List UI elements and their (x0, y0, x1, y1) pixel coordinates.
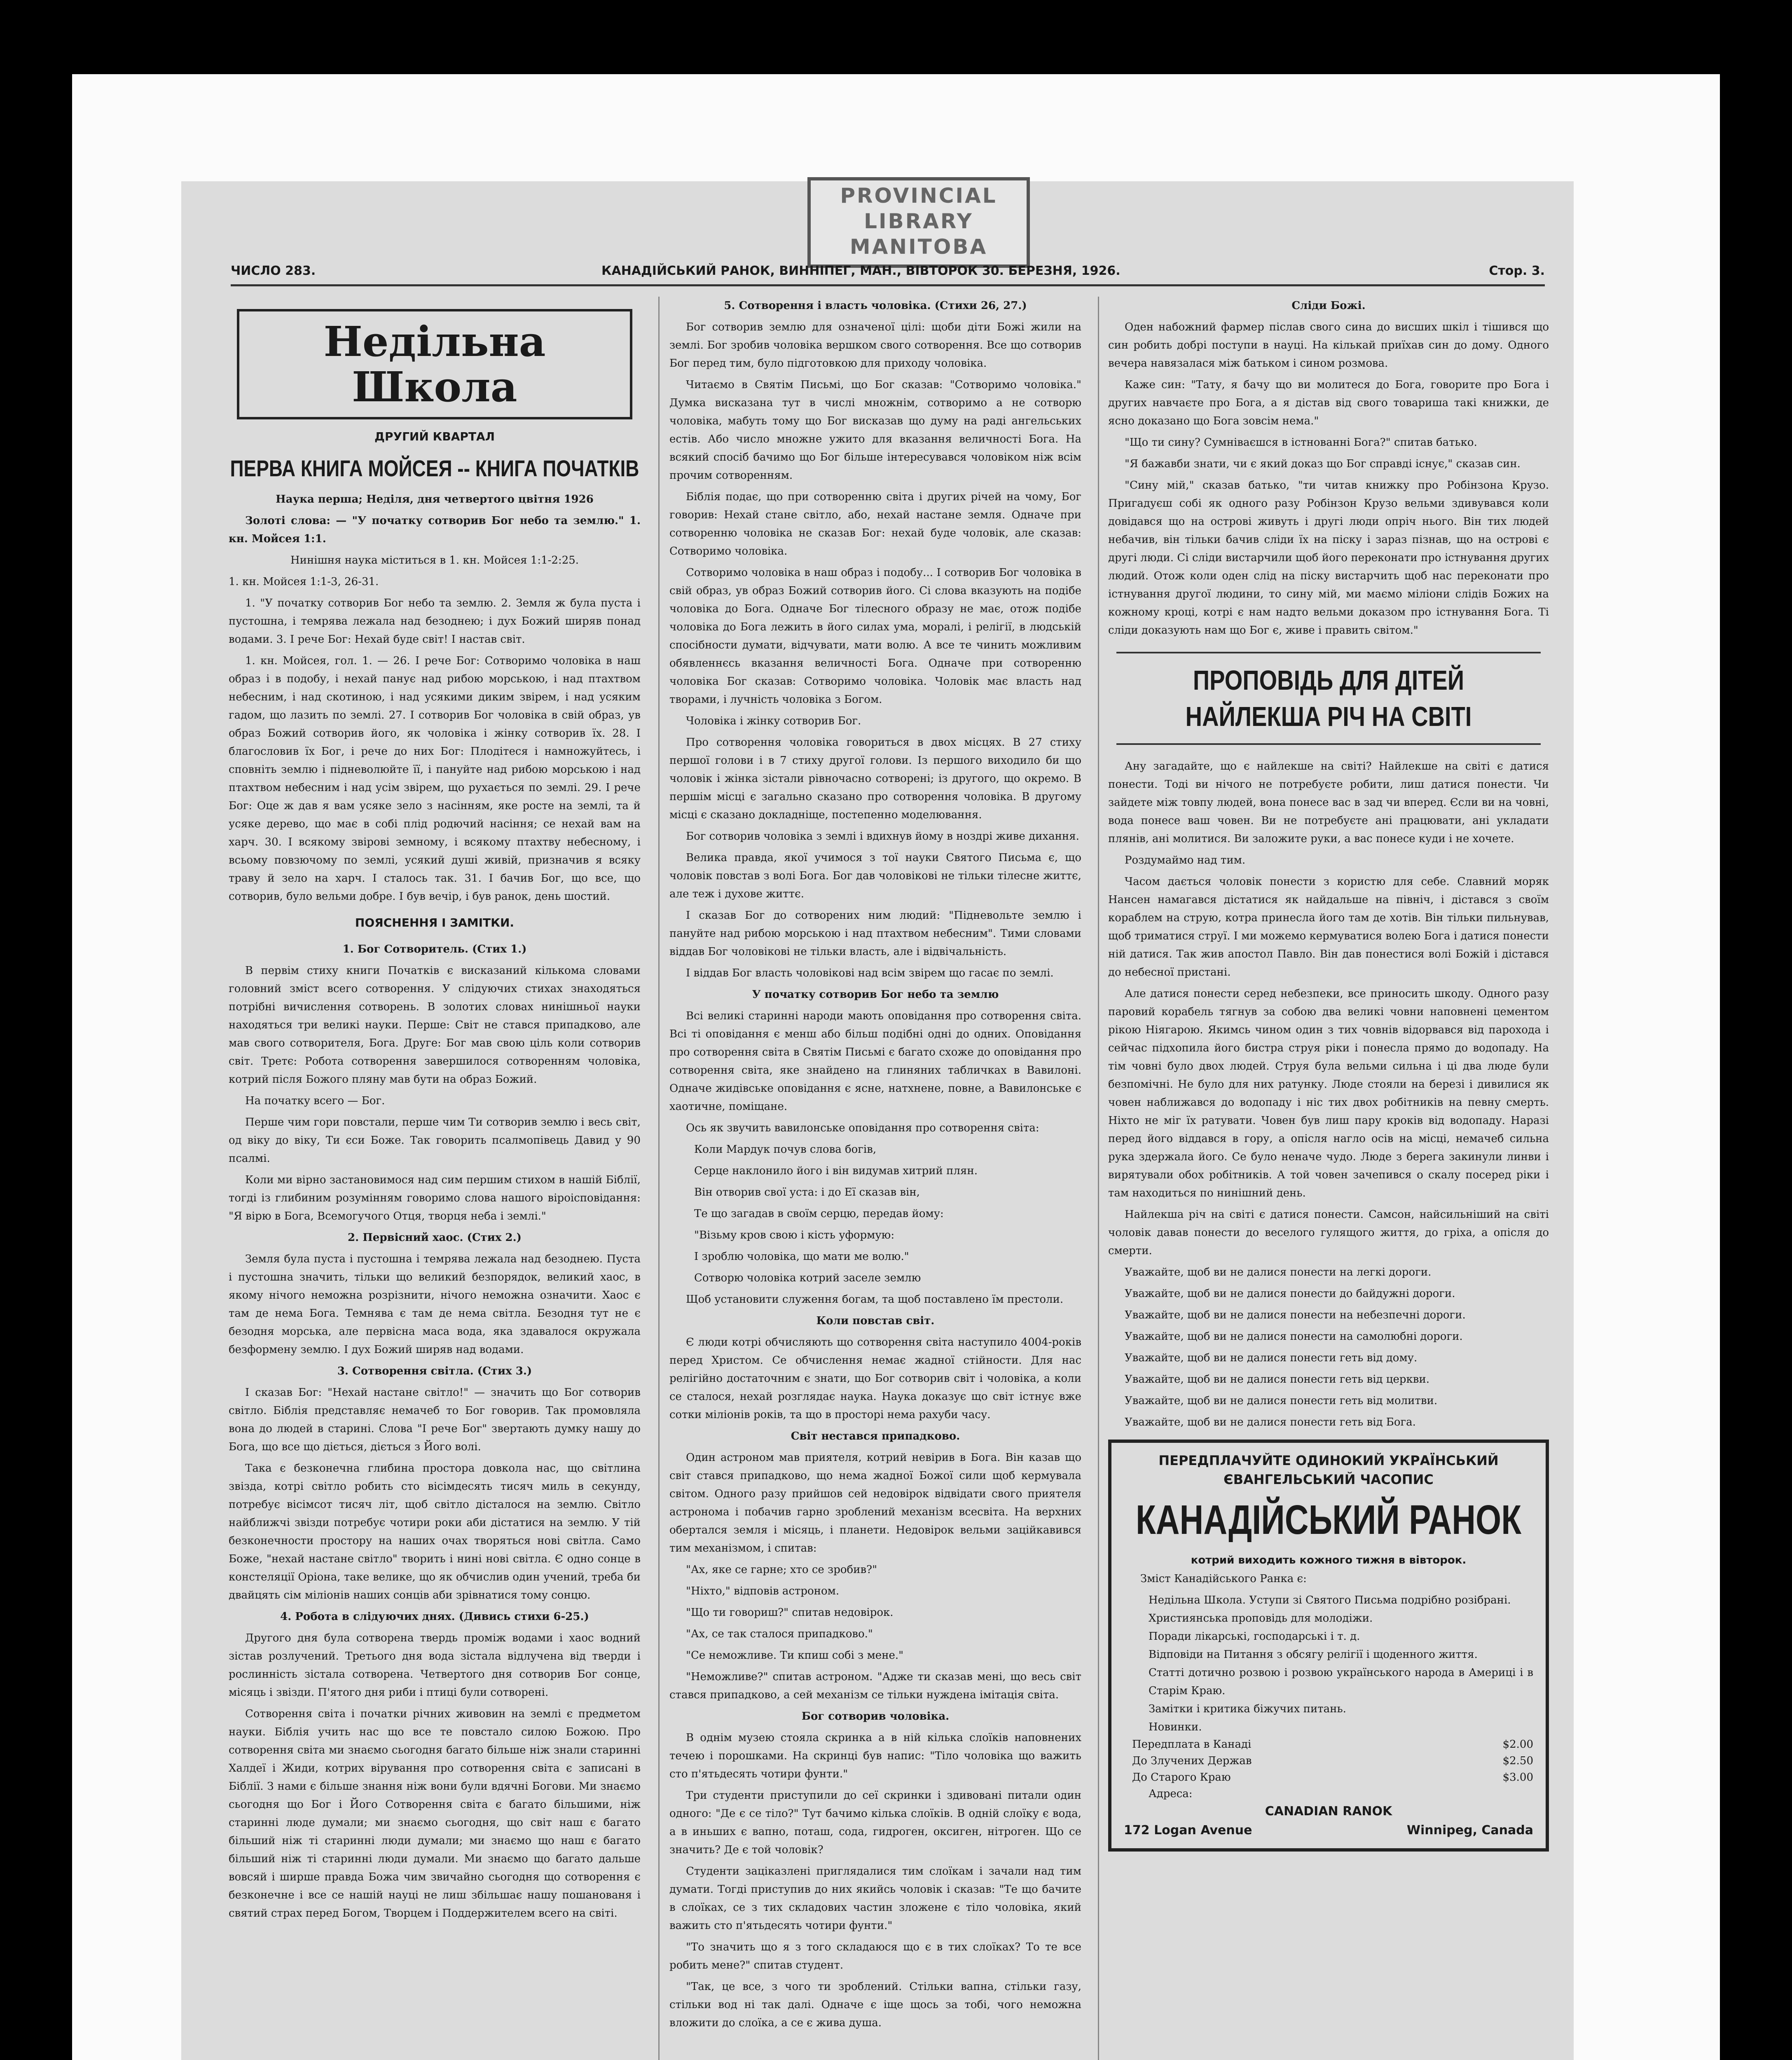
body-paragraph: Перше чим гори повстали, перше чим Ти сотворив землю і весь світ, од віку до віку, Ти єси Боже. Так говорить псалмопівець Давид у 90 псалмі. (229, 1116, 641, 1165)
body-paragraph: "Сину мій," сказав батько, "ти читав книжку про Робінзона Крузо. Пригадуєш собі як одного разу Робінзон Крузо вельми здивувався коли довідався що на острові живуть і другі люди опріч нього. Він тих людей небачив, він тільки бачив сліди їх на піску і зараз пізнав, що на острові є другі люди. Сі сліди вистарчили щоб його переконати про істнування других людий. Отож коли оден слід на піску вистарчить щоб нас переконати про істнування другої людини, то сину мій, ми маємо міліони слідів Божих на кожному кроці, котрі є нам надто вельми доказом про істнування Бога. Ті сліди доказують нам що Бог є, живе і править світом." (1108, 479, 1549, 637)
notes-heading: ПОЯСНЕННЯ І ЗАМІТКИ. (355, 916, 515, 929)
warning-line: Уважайте, щоб ви не далися понести на легкі дороги. (1125, 1266, 1432, 1278)
address-name: CANADIAN RANOK (1265, 1804, 1392, 1819)
body-paragraph: І сказав Бог до сотворених ним людий: "Підневольте землю і пануйте над рибою морською і над птахтвом небесним". Тими словами віддав Бог чоловікові не тільки власть, але і відвічальність. (669, 909, 1081, 958)
warning-line: Уважайте, щоб ви не далися понести на самолюбні дороги. (1125, 1330, 1463, 1343)
price-value: $3.00 (1502, 1771, 1533, 1784)
body-paragraph: Другого дня була сотворена твердь проміж водами і хаос водний зістав розлучений. Третього дня вода зістала відлучена від тверди і рослинність зістала сотворена. Четвертого дня сотворив Бог сонце, місяць і звізди. П'ятого дня риби і птиці були сотворені. (229, 1632, 641, 1699)
body-paragraph: Щоб установити служення богам, та щоб поставлено їм престоли. (686, 1293, 1064, 1306)
column-sunday-school (229, 297, 641, 1926)
body-paragraph: Є люди котрі обчисляють що сотворення світа наступило 4004-років перед Христом. Се обчислення немає жадної стійности. Для нас релігійно достаточним є знати, що Бог сотворив світ і чоловіка, а коли се сталося, нехай розглядає наука. Наука доказує що світ істнує вже сотки міліонів років, та що в просторі нема рахуби часу. (669, 1336, 1081, 1421)
body-paragraph: Чоловіка і жінку сотворив Бог. (686, 715, 861, 727)
section-heading: Сліди Божі. (1291, 300, 1366, 312)
body-paragraph: Бог сотворив чоловіка з землі і вдихнув йому в ноздрі живе дихання. (686, 830, 1079, 843)
section-heading: 1. Бог Сотворитель. (Стих 1.) (342, 943, 527, 955)
body-paragraph: Найлекша річ на світі є датися понести. Самсон, найсильніший на світі чоловік давав понести до веселого гулящого життя, до гріха, а опісля до смерти. (1108, 1208, 1549, 1257)
lesson-date: Наука перша; Неділя, дня четвертого цвітня 1926 (276, 493, 594, 506)
body-paragraph: В первім стиху книги Початків є висказаний кількома словами головний зміст всего сотворення. У слідуючих стихах знаходяться потрібні вичислення сотворень. В золотих словах нинішньої науки находяться три великі науки. Перше: Світ не стався припадково, але мав свого сотворителя, Бога. Друге: Бог мав свою ціль коли сотворив світ. Третє: Робота сотворення завершилося сотворенням чоловіка, котрий після Божого пляну мав бути на образ Божий. (229, 964, 641, 1086)
body-paragraph: Читаємо в Святім Письмі, що Бог сказав: "Сотворимо чоловіка." Думка висказана тут в числі множнім, сотворимо а не сотворю чоловіка, мабуть тому що Бог висказав що думу на раді ангельських естів. Або число множне ужито для вказання величності Бога. На всякий спосіб бачимо що Бог більше інтересувався чоловіком ніж всім прочим сотворенням. (669, 379, 1081, 482)
verse-line: Серце наклонило його і він видумав хитрий плян. (694, 1165, 978, 1177)
body-paragraph: Часом дається чоловік понести з користю для себе. Славний моряк Нансен намагався дістатися як найдальше на північ, і дістався з своїм кораблем на струю, котра принесла його там де хотів. Він тільки пильнував, щоб триматися струї. І ми можемо кермуватися волею Бога і датися понести ній датися. Так жив апостол Павло. Він дав понестися волі Божій і дістався до небесної пристані. (1108, 876, 1549, 978)
verse-line: Те що загадав в своїм серцю, передав йому: (694, 1208, 944, 1220)
body-paragraph: "То значить що я з того складаюся що є в тих слоїках? То те все робить мене?" спитав студент. (669, 1941, 1081, 1971)
body-paragraph: Велика правда, якої учимося з тої науки Святого Письма є, що чоловік повстав з волі Бога. Бог дав чоловікові не тільки тілесне життє, але теж і духове життє. (669, 852, 1081, 900)
dialog-line: "Ах, се так сталося припадково." (686, 1628, 873, 1640)
stamp-line: MANITOBA (849, 235, 988, 259)
section-heading: Світ нестався припадково. (791, 1430, 960, 1442)
address-line (1124, 1821, 1533, 1840)
body-paragraph: Сотворення світа і початки річних живовин на землі є предметом науки. Біблія учить нас що все те повстало силою Божою. Про сотворення світа ми знаємо сьогодня багато більше ніж знали старинні Халдеї і Жиди, котрих вірування про сотворення світа є записані в Біблії. З нами є більше знання ніж вони були вдячні Богови. Ми знаємо сьогодня що Бог і Його Сотворення світа є багато більшими, ніж старинні люде думали; ми знаємо сьогодня, що світ наш є багато більший ніж ті старинні люди думали; ми знаємо що наш є багато більший ніж ті старинні люди думали. Ми знаємо що багато дальше вовсяй і ширше правда Божа чим звичайно сьогодня що сотворення є безконечне і все се нашій науці не лиш збільшає нашу пошанованя і святий страх перед Богом, Творцем і Поддержителем всего на світі. (229, 1708, 641, 1920)
section-heading: Коли повстав світ. (816, 1315, 935, 1327)
lesson-location: Нинішня наука міститься в 1. кн. Мойсея 1:1-2:25. (290, 554, 579, 566)
section-heading: 2. Первісний хаос. (Стих 2.) (348, 1231, 522, 1244)
library-stamp (807, 177, 1030, 268)
body-paragraph: Всі великі старинні народи мають оповідання про сотворення світа. Всі ті оповідання є менш або більш подібні одні до одних. Оповідання про сотворення світа в Святім Письмі є багато схоже до оповідання про сотворення світа, яке знайдено на глиняних табличках в Вавилоні. Одначе жидівське оповідання є ясне, натхнене, повне, а Вавилонське є хаотичне, поміщане. (669, 1010, 1081, 1113)
warning-line: Уважайте, щоб ви не далися понести геть від церкви. (1125, 1373, 1430, 1386)
body-paragraph: Біблія подає, що при сотворенню світа і других річей на чому, Бог говорив: Нехай стане світло, або, нехай настане земля. Одначе при сотворенню чоловіка не сказав Бог: нехай буде чоловік, але сказав: Сотворимо чоловіка. (669, 491, 1081, 557)
ad-paper-name: КАНАДІЙСЬКИЙ РАНОК (1135, 1496, 1522, 1543)
warning-line: Уважайте, щоб ви не далися понести до байдужні дороги. (1125, 1288, 1455, 1300)
sermon-heading: ПРОПОВІДЬ ДЛЯ ДІТЕЙ (1193, 664, 1464, 696)
body-paragraph: В однім музею стояла скринка а в ній кілька слоїків наповнених течею і порошками. На скринці був напис: "Тіло чоловіка що важить сто п'ятьдесять чотири фунти." (669, 1732, 1081, 1780)
reading-reference: 1. кн. Мойсея 1:1-3, 26-31. (229, 576, 379, 588)
warning-line: Уважайте, щоб ви не далися понести геть від молитви. (1125, 1395, 1438, 1407)
price-value: $2.00 (1502, 1738, 1533, 1751)
address-label: Адреса: (1149, 1788, 1193, 1800)
page-number: Стор. 3. (1489, 264, 1545, 278)
dialog-line: "Ах, яке се гарне; хто се зробив?" (686, 1564, 877, 1576)
column-rule (658, 297, 660, 2060)
ad-contents-item: Відповіди на Питання з обсягу релігії і щоденного життя. (1149, 1648, 1478, 1661)
masthead-sunday-school: Недільна Школа (237, 309, 632, 419)
sermon-title: НАЙЛЕКША РІЧ НА СВІТІ (1185, 700, 1472, 732)
ad-headline: ПЕРЕДПЛАЧУЙТЕ ОДИНОКИЙ УКРАЇНСЬКИЙ ЄВАНГЕЛЬСЬКИЙ ЧАСОПИС (1158, 1453, 1499, 1487)
warning-line: Уважайте, щоб ви не далися понести геть від Бога. (1125, 1416, 1416, 1428)
ad-contents-item: Християнська проповідь для молодіжи. (1149, 1612, 1373, 1625)
section-heading: 4. Робота в слідуючих днях. (Дивись стихи 6-25.) (280, 1611, 589, 1623)
dialog-line: "Що ти говориш?" спитав недовірок. (686, 1606, 894, 1619)
scripture-paragraph: 1. "У початку сотворив Бог небо та землю. 2. Земля ж була пуста і пустошна, і темрява лежала над безоднею; і дух Божий ширяв понад водами. 3. І рече Бог: Нехай буде світ! І настав світ. (229, 597, 641, 646)
stamp-line: PROVINCIAL (840, 184, 997, 208)
body-paragraph: Роздумаймо над тим. (1125, 854, 1246, 866)
body-paragraph: Земля була пуста і пустошна і темрява лежала над безоднею. Пуста і пустошна значить, тільки що великий безпорядок, великий хаос, в якому нічого неможна розрізнити, нічого неможна означити. Хаос є там де нема Бога. Темнява є там де нема світла. Безодня тут не є безодня морська, але первісна маса вода, яка здавалося окружала безформену землю. І дух Божий ширяв над водами. (229, 1253, 641, 1356)
body-paragraph: І віддав Бог власть чоловікові над всім звірем що гасає по землі. (686, 967, 1054, 979)
ad-contents-label: Зміст Канадійського Ранка є: (1140, 1573, 1307, 1585)
quarter-label: ДРУГИЙ КВАРТАЛ (374, 430, 495, 443)
price-label: До Старого Краю (1132, 1771, 1231, 1784)
body-paragraph: Один астроном мав приятеля, котрий невірив в Бога. Він казав що світ стався припадково, що нема жадної Божої сили щоб кермувала світом. Одного разу прийшов сей недовірок відвідати свого приятеля астронома і побачив гарно зроблений механізм всесвіта. На верхних обертался земля і місяць, і планети. Недовірок вельми заційкавився тим механізмом, і спитав: (669, 1451, 1081, 1554)
running-head (231, 264, 1545, 286)
body-paragraph: Каже син: "Тату, я бачу що ви молитеся до Бога, говорите про Бога і других навчаєте про Бога, а я дістав від свого товариша такі книжки, де ясно доказано що Бога зовсім нема." (1108, 379, 1549, 427)
price-label: До Злучених Держав (1132, 1755, 1252, 1767)
ad-frequency: котрий виходить кожного тижня в вівторок. (1191, 1554, 1467, 1566)
column-creation (669, 297, 1081, 2035)
ad-contents-item: Статті дотично розвою і розвою українського народа в Америці і в Старім Краю. (1149, 1667, 1533, 1697)
book-title: ПЕРВА КНИГА МОЙСЕЯ -- КНИГА ПОЧАТКІВ (230, 455, 639, 482)
warning-line: Уважайте, щоб ви не далися понести на небезпечні дороги. (1125, 1309, 1466, 1321)
dialog-line: "Неможливе?" спитав астроном. "Адже ти сказав мені, що весь світ стався припадково, а сей механізм се тільки нуждена імітація світа. (669, 1671, 1081, 1701)
column-rule (1098, 297, 1099, 2060)
body-paragraph: "Я бажавби знати, чи є який доказ що Бог справді існує," сказав син. (1125, 458, 1521, 470)
column-sermon (1108, 297, 1549, 1852)
body-paragraph: Бог сотворив землю для означеної цілі: щоби діти Божі жили на землі. Бог зробив чоловіка вершком свого сотворення. Все що сотворив Бог перед тим, було підготовкою для приходу чоловіка. (669, 321, 1081, 370)
stamp-line: LIBRARY (864, 209, 973, 233)
ad-contents-list (1124, 1591, 1533, 1736)
address-city: Winnipeg, Canada (1406, 1823, 1533, 1838)
price-value: $2.50 (1502, 1755, 1533, 1767)
body-paragraph: Але датися понести серед небезпеки, все приносить шкоду. Одного разу паровий корабель тягнув за собою два великі човни наповнені цементом рікою Ніягарою. Якимсь чином один з тих човнів відорвався від парохода і сейчас підхопила його бистра струя ріки і понесла прямо до водопаду. На тім човні було двох людей. Струя була вельми сильна і ці два люде були безпомічні. Не було для них ратунку. Люде стояли на березі і дивилися як човен наближався до водопаду і ніс тих двох робітників на певну смерть. Ніхто не міг їх ратувати. Човен був лиш пару кроків від водопаду. Наразі перед його віддався в гору, а опісля нагло осів на місці, немачеб сильна рука здержала його. Се було неначе чудо. Люде з берега закинули линви і вирятували обох робітників. А той човен зачепився о скалу посеред ріки і там находиться по нинішний день. (1108, 988, 1549, 1199)
price-row (1124, 1769, 1533, 1786)
price-row (1124, 1736, 1533, 1753)
section-heading: Бог сотворив чоловіка. (801, 1710, 950, 1723)
price-label: Передплата в Канаді (1132, 1738, 1252, 1751)
verse-line: "Візьму кров свою і кість уформую: (694, 1229, 895, 1241)
body-paragraph: "Так, це все, з чого ти зроблений. Стільки вапна, стільки газу, стільки вод ні так далі. Одначе є іще щось за тобі, чого неможна вложити до слоїка, а се є жива душа. (669, 1980, 1081, 2029)
ad-contents-item: Замітки і критика біжучих питань. (1149, 1703, 1346, 1715)
body-paragraph: Ану загадайте, що є найлекше на світі? Найлекше на світі є датися понести. Тоді ви нічого не потребуєте робити, лиш датися понести. Чи зайдете між товпу людей, вона понесе вас в зад чи вперед. Єсли ви на човні, вода понесе ваш човен. Ви не потребуєте ані працювати, ані укладати плянів, ані молитися. Ви заложите руки, а вас понесе куди і не хочете. (1108, 760, 1549, 845)
ad-contents-item: Поради лікарські, господарські і т. д. (1149, 1630, 1360, 1643)
warning-line: Уважайте, щоб ви не далися понести геть від дому. (1125, 1352, 1418, 1364)
price-row (1124, 1753, 1533, 1769)
body-paragraph: Сотворимо чоловіка в наш образ і подобу... І сотворив Бог чоловіка в свій образ, ув образ Божий сотворив його. Сі слова вказують на подібе чоловіка до Бога. Одначе Бог тілесного образу не має, отож подібе чоловіка до Бога лежить в його силах ума, моралі, і релігії, в людській спосібности думати, відчувати, мати волю. А все те чинить можливим обявленнєсь вказання величності Бога. Одначе при сотворенню чоловіка Бог сказав: Сотворимо чоловіка. Чоловік має власть над творами, і лучність чоловіка з Богом. (669, 566, 1081, 706)
scripture-paragraph: 1. кн. Мойсея, гол. 1. — 26. І рече Бог: Сотворимо чоловіка в наш образ і в подобу, і нехай панує над рибою морською, і над птахтвом небесним, і над скотиною, і над усякими диким звірем, і над усяким гадом, що лазить по землі. 27. І сотворив Бог чоловіка в свій образ, ув образ Божий сотворив його, як чоловіка і жінку сотворив їх. 28. І благословив їх Бог, і рече до них Бог: Плодітеся і намножуйтесь, і сповніть землю і підневолюйте її, і пануйте над рибою морською і над птахтвом небесним і над усім звірем, що рухається по землі. 29. І рече Бог: Оце ж дав я вам усяке зело з насінням, яке росте на землі, та й усяке дерево, що має в собі плід родючий насіння; се нехай вам на харч. 30. І всякому звірові земному, і всякому птахтву небесному, і всьому повзючому по землі, усякий душі живій, призначив я всяку траву й зело на харч. І сталось так. 31. І бачив Бог, що все, що сотворив, було вельми добре. І був вечір, і був ранок, день шостий. (229, 655, 641, 903)
address-street: 172 Logan Avenue (1124, 1823, 1252, 1838)
section-divider (1116, 652, 1541, 653)
ad-contents-item: Новинки. (1149, 1721, 1202, 1733)
dialog-line: "Ніхто," відповів астроном. (686, 1585, 840, 1597)
verse-line: Сотворю чоловіка котрий заселе землю (694, 1272, 921, 1284)
section-divider (1116, 743, 1541, 745)
body-paragraph: Про сотворення чоловіка говориться в двох місцях. В 27 стиху першої голови і в 7 стиху другої голови. Із першого виходило би що чоловік і жінка зістали рівночасно сотворені; із другого, що окремо. В першім місці є загально сказано про сотворення чоловіка. В другому місці є сказано докладніще, постепенно моделювання. (669, 736, 1081, 821)
body-paragraph: На початку всего — Бог. (245, 1095, 385, 1107)
verse-line: Коли Мардук почув слова богів, (694, 1143, 877, 1156)
paper-dateline: КАНАДІЙСЬКИЙ РАНОК, ВИННІПЕГ, МАН., ВІВТОРОК 30. БЕРЕЗНЯ, 1926. (601, 264, 1121, 278)
body-paragraph: Студенти заціказлені приглядалися тим слоїкам і зачали над тим думати. Тогді приступив до них якийсь чоловік і сказав: "Те що бачите в слоїках, се з тих складових частин зложене є тіло чоловіка, який важить сто п'ятьдесять чотири фунти." (669, 1865, 1081, 1932)
issue-number: ЧИСЛО 283. (231, 264, 316, 278)
verse-line: Він отворив свої уста: і до Еї сказав він, (694, 1186, 920, 1199)
body-paragraph: Три студенти приступили до сеї скринки і здивовані питали один одного: "Де є се тіло?" Тут бачимо кілька слоїків. В одній слоїку є вода, а в иньших є вапно, поташ, сода, гидроген, оксиген, нітроген. Що се значить? Де є той чоловік? (669, 1789, 1081, 1856)
body-paragraph: Коли ми вірно застановимося над сим першим стихом в нашій Біблії, тогді із глибиним розумінням говоримо слова нашого віроісповідання: "Я вірю в Бога, Всемогучого Отця, творця неба і землі." (229, 1174, 641, 1222)
section-heading: У початку сотворив Бог небо та землю (752, 988, 999, 1001)
section-heading: 3. Сотворення світла. (Стих 3.) (337, 1365, 532, 1377)
verse-line: І зроблю чоловіка, що мати ме волю." (694, 1250, 909, 1263)
golden-words: Золоті слова: — "У початку сотворив Бог небо та землю." 1. кн. Мойсея 1:1. (229, 515, 641, 545)
body-paragraph: Оден набожний фармер післав свого сина до висших шкіл і тішився що син робить добрі поступи в науці. На кількай приїхав син до дому. Одного вечера навязалася між батьком і сином розмова. (1108, 321, 1549, 370)
dialog-line: "Се неможливе. Ти кпиш собі з мене." (686, 1649, 904, 1662)
body-paragraph: Така є безконечна глибина простора довкола нас, що світлина звізда, котрі світло робить сто вісімдесять тисяч миль в секунду, потребує вісімсот тисяч літ, щоб світло дісталося на землю. Світло найближчі звізди потребує чотири роки аби дістатися на землю. У тій безконечности простору на наших очах творяться нові світла. Само Боже, "нехай настане світло" творить і нині нові світла. Є одно сонце в констеляції Оріона, таке велике, що як обчислив один учений, треба би двайцять сім міліонів наших сонців аби зрівнатися тому сонцю. (229, 1462, 641, 1601)
section-heading: 5. Сотворення і власть чоловіка. (Стихи 26, 27.) (724, 300, 1027, 312)
subscription-advertisement (1108, 1440, 1549, 1852)
ad-contents-item: Недільна Школа. Уступи зі Святого Письма подрібно розібрані. (1149, 1594, 1511, 1606)
body-paragraph: Ось як звучить вавилонське оповідання про сотворення світа: (686, 1122, 1039, 1134)
body-paragraph: І сказав Бог: "Нехай настане світло!" — значить що Бог сотворив світло. Біблія представляє немачеб то Бог говорив. Так промовляла вона до людей в старині. Слова "І рече Бог" звертають думку нашу до Бога, що все що діється, діється з Його волі. (229, 1386, 641, 1453)
body-paragraph: "Що ти сину? Сумніваєшся в істнованні Бога?" спитав батько. (1125, 436, 1477, 449)
